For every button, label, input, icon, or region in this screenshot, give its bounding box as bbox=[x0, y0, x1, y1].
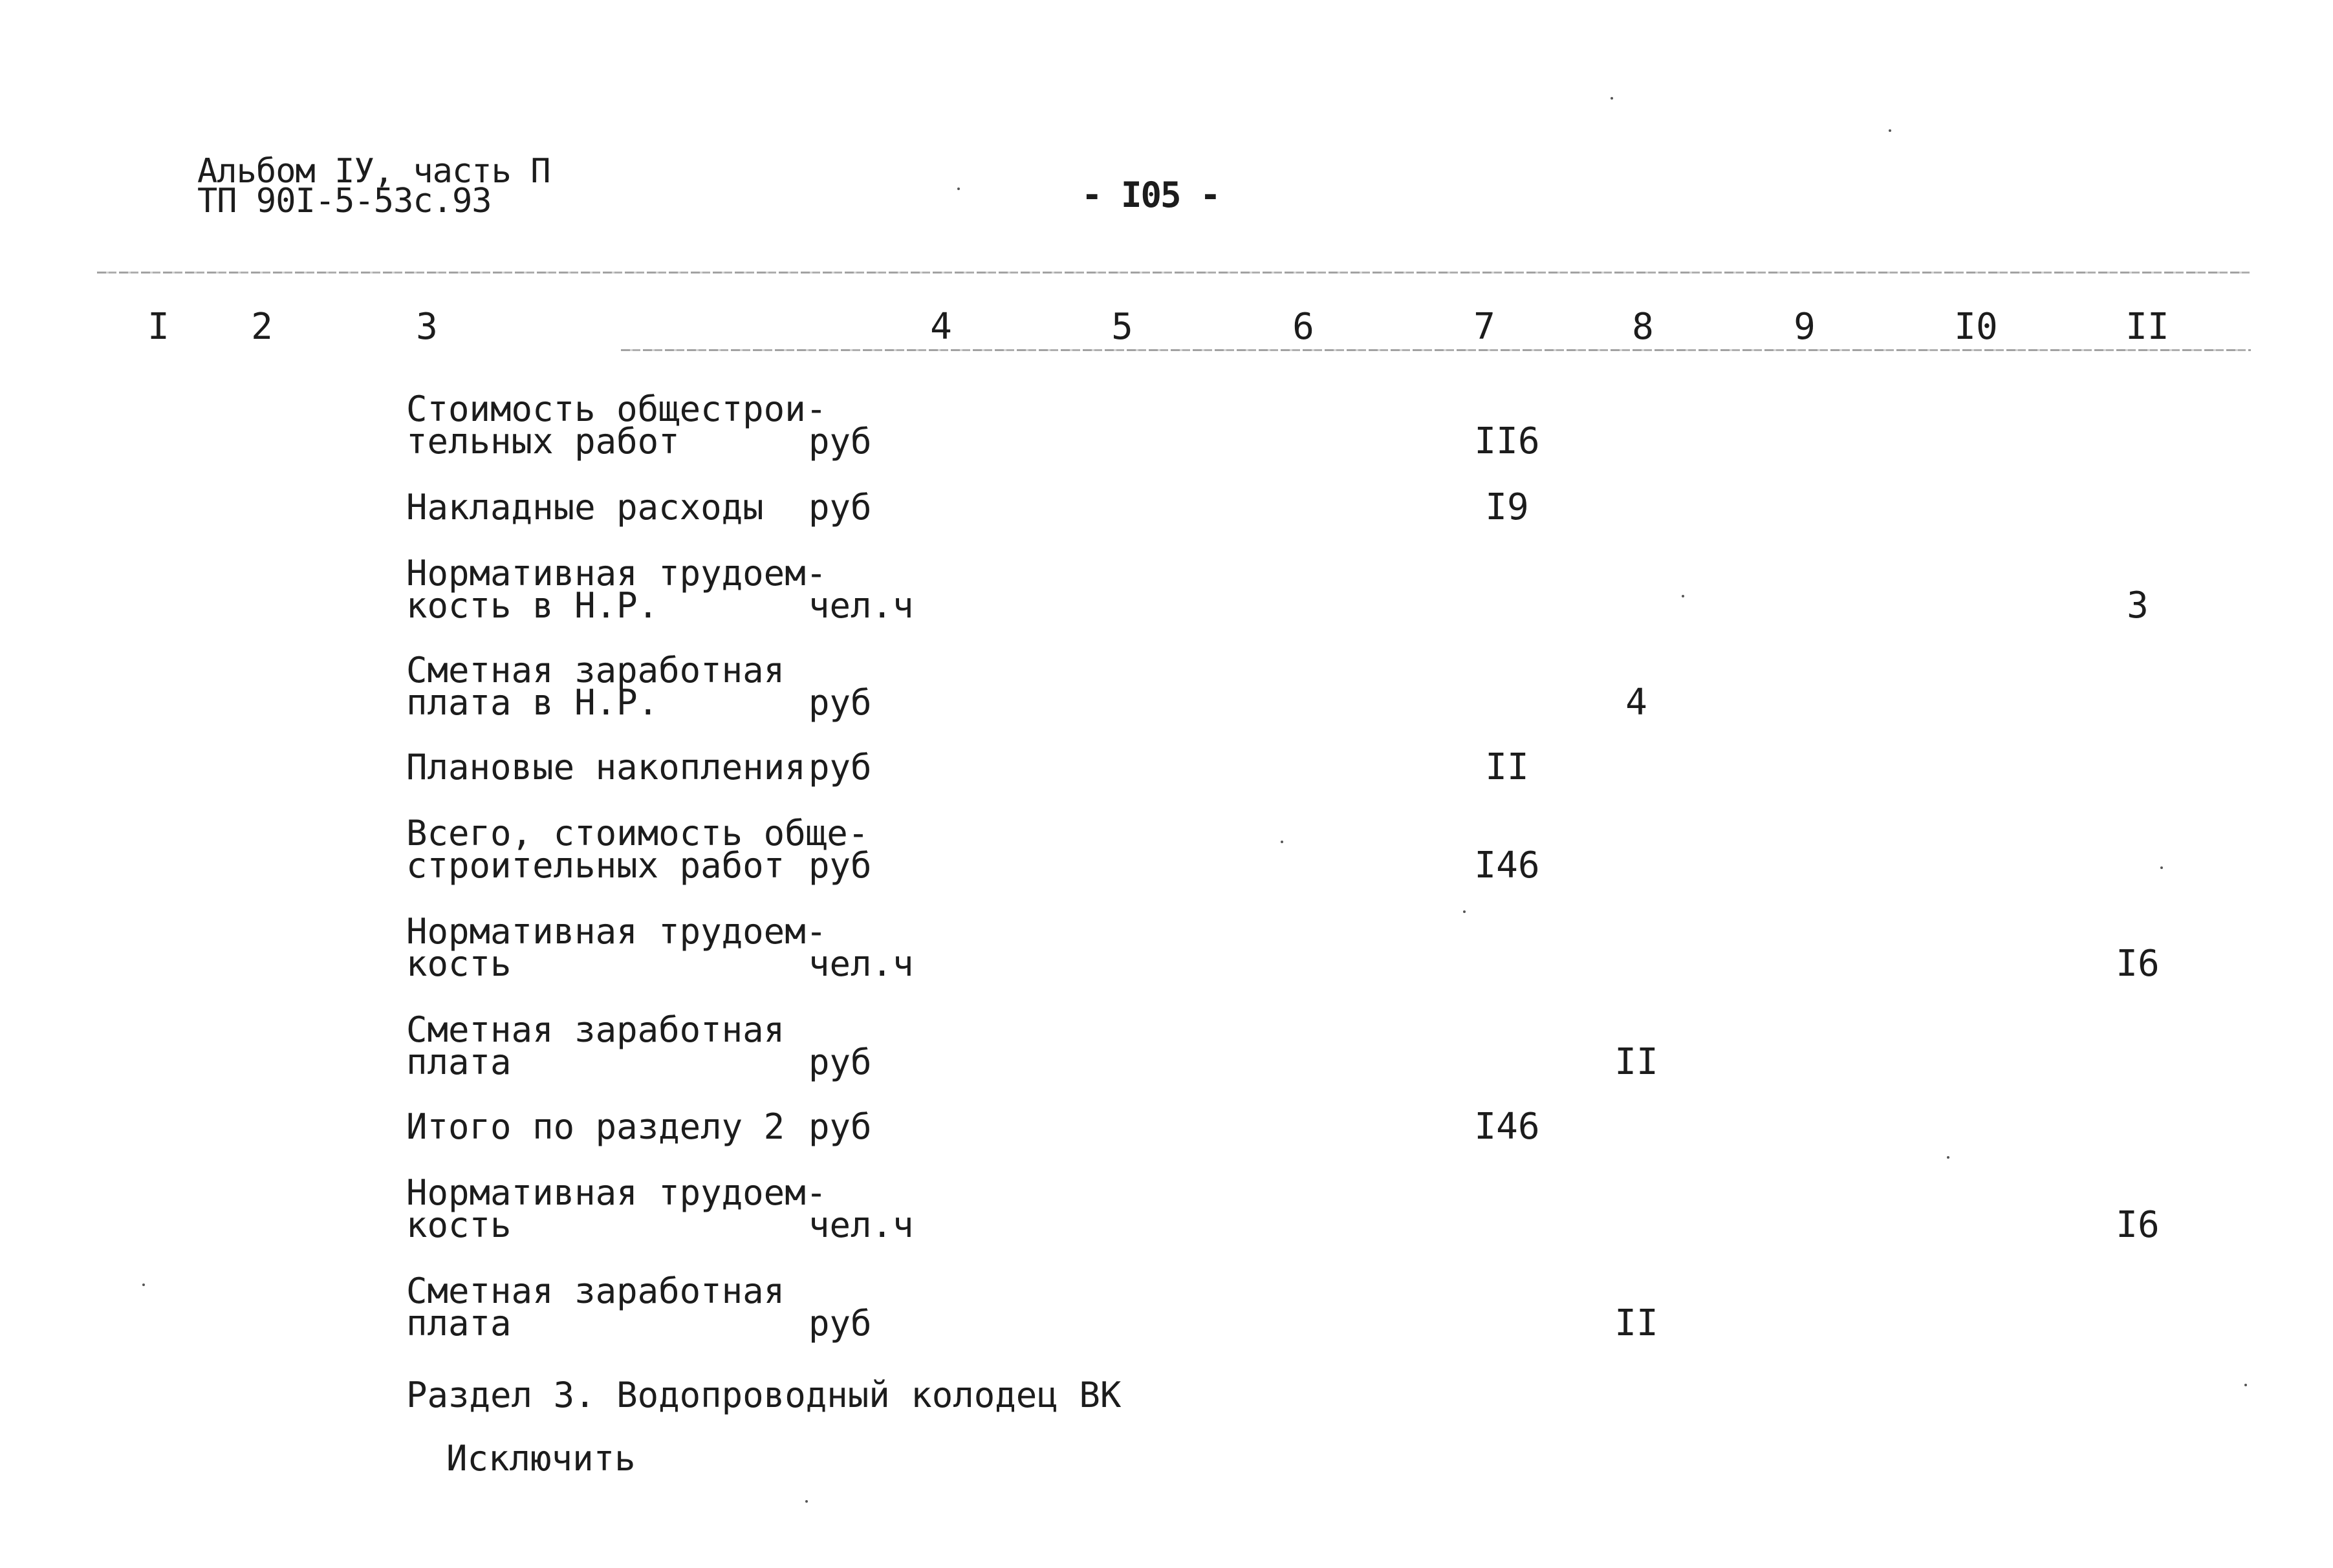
column-number: II bbox=[2125, 306, 2169, 348]
scan-speck bbox=[142, 1283, 145, 1286]
column-7-value: I46 bbox=[1474, 1106, 1540, 1148]
row-unit: руб bbox=[808, 682, 872, 723]
row-description: Плановые накопления bbox=[406, 747, 806, 788]
top-rule bbox=[97, 272, 2251, 274]
column-8-value: II bbox=[1614, 1041, 1658, 1083]
scan-speck bbox=[1682, 595, 1684, 597]
row-description: Сметная заработная плата bbox=[406, 1009, 785, 1082]
scan-speck bbox=[1463, 910, 1466, 913]
row-description: Нормативная трудоем- кость bbox=[406, 911, 827, 984]
row-description: Сметная заработная плата в Н.Р. bbox=[406, 650, 785, 723]
column-number: 7 bbox=[1473, 306, 1495, 348]
row-unit: руб bbox=[808, 487, 872, 528]
scan-speck bbox=[1281, 841, 1283, 843]
column-8-value: II bbox=[1614, 1302, 1658, 1344]
project-code: ТП 90I-5-53с.93 bbox=[197, 182, 492, 220]
column-11-value: I6 bbox=[2116, 1204, 2160, 1246]
row-unit: руб bbox=[808, 1303, 872, 1344]
column-number: 6 bbox=[1292, 306, 1314, 348]
section-title: Раздел 3. Водопроводный колодец ВК bbox=[406, 1375, 1122, 1415]
header-underline bbox=[621, 349, 2251, 351]
column-number: 4 bbox=[930, 306, 952, 348]
column-number: I bbox=[147, 306, 169, 348]
row-unit: чел.ч bbox=[808, 1205, 914, 1245]
row-unit: руб bbox=[808, 1042, 872, 1082]
row-unit: руб bbox=[808, 747, 872, 788]
album-label: Альбом IУ, часть П bbox=[197, 152, 550, 191]
row-unit: руб bbox=[808, 421, 872, 462]
row-description: Накладные расходы bbox=[406, 487, 764, 528]
column-8-value: 4 bbox=[1625, 682, 1647, 724]
scan-speck bbox=[2160, 866, 2163, 869]
column-7-value: II6 bbox=[1474, 420, 1540, 462]
row-description: Нормативная трудоем- кость bbox=[406, 1172, 827, 1245]
scan-speck bbox=[957, 188, 960, 190]
column-7-value: I46 bbox=[1474, 844, 1540, 886]
row-description: Сметная заработная плата bbox=[406, 1271, 785, 1344]
row-unit: чел.ч bbox=[808, 943, 914, 984]
row-unit: руб bbox=[808, 845, 872, 886]
scan-speck bbox=[1611, 97, 1613, 100]
section-note: Исключить bbox=[446, 1438, 636, 1479]
row-unit: чел.ч bbox=[808, 585, 914, 626]
row-description: Стоимость общестрои- тельных работ bbox=[406, 389, 827, 462]
page-number: - I05 - bbox=[1081, 175, 1220, 215]
scan-speck bbox=[1947, 1156, 1949, 1159]
column-11-value: 3 bbox=[2127, 585, 2149, 627]
column-7-value: I9 bbox=[1485, 486, 1529, 528]
column-number: I0 bbox=[1954, 306, 1998, 348]
column-number: 9 bbox=[1794, 306, 1816, 348]
scan-speck bbox=[2244, 1384, 2247, 1386]
row-unit: руб bbox=[808, 1106, 872, 1147]
row-description: Нормативная трудоем- кость в Н.Р. bbox=[406, 553, 827, 626]
row-description: Всего, стоимость обще- строительных работ bbox=[406, 813, 869, 886]
column-7-value: II bbox=[1485, 746, 1529, 788]
column-number: 8 bbox=[1632, 306, 1654, 348]
scan-speck bbox=[805, 1500, 808, 1503]
scan-speck bbox=[1889, 129, 1891, 132]
column-number: 3 bbox=[416, 306, 438, 348]
row-description: Итого по разделу 2 bbox=[406, 1106, 785, 1147]
column-11-value: I6 bbox=[2116, 943, 2160, 985]
column-number: 2 bbox=[251, 306, 273, 348]
column-number: 5 bbox=[1111, 306, 1133, 348]
